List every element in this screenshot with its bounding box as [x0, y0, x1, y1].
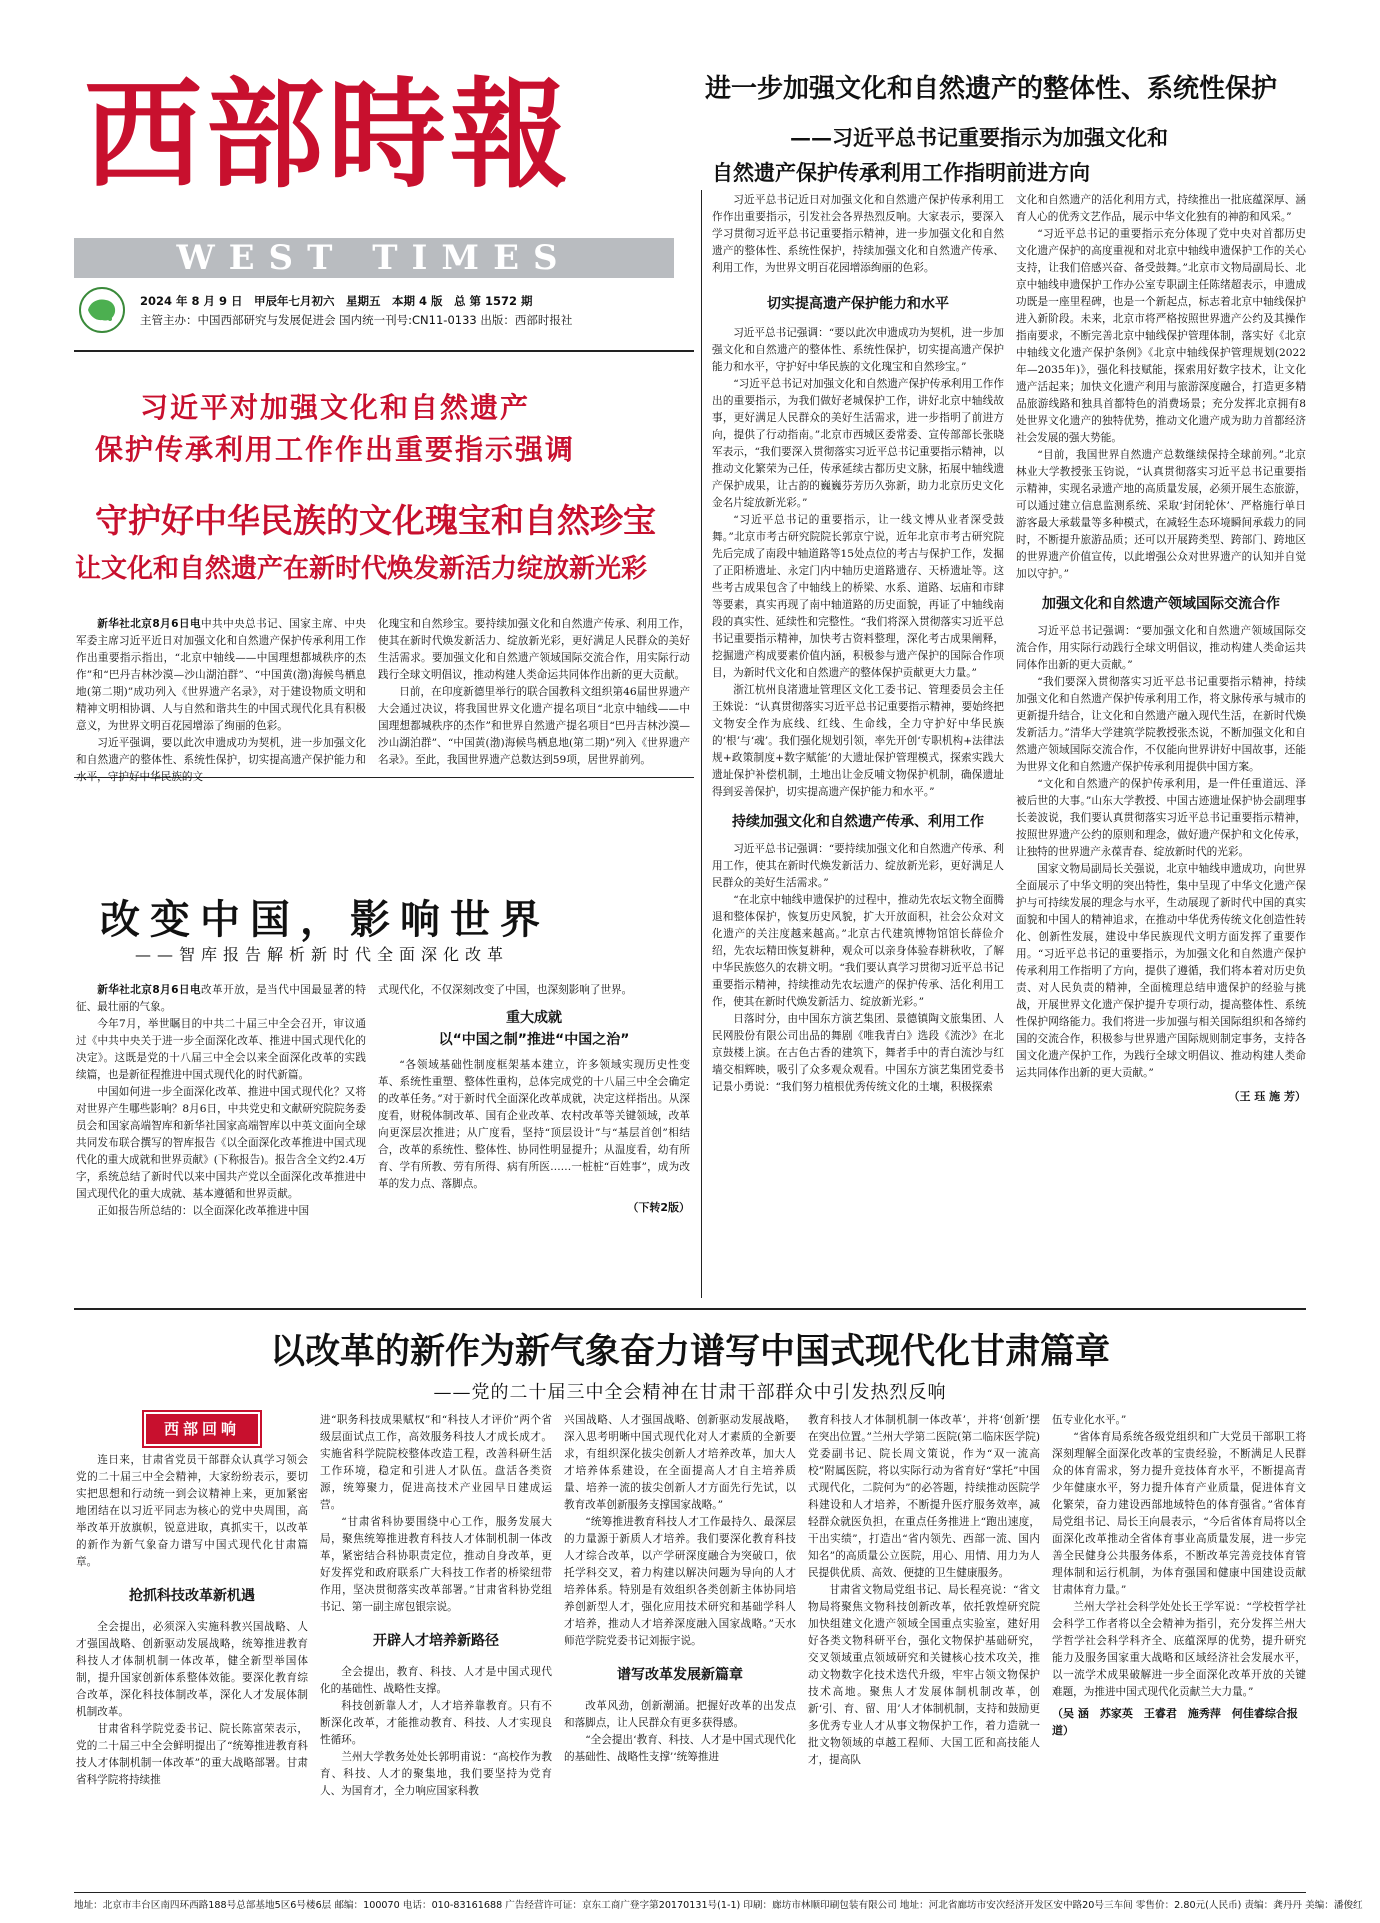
gansu-col-2: 进“职务科技成果赋权”和“科技人才评价”两个省级层面试点工作，高效服务科技人才成长成才。实施省科学院院校整体改造工程，改善科研生活工作环境，稳定和引进人才队伍。盘活各类资源，统筹聚力，促进高技术产业园早日建成运营。 “甘肃省科协要围绕中心工作，服务发展大局，聚焦统筹推进教育科技人才体制机制一体改革，紧密结合科协职责定位，推动自身改革，更好发挥党和政府联系广大科技工作者的桥梁纽带作用，坚决贯彻落实改革部署。”甘肃省科协党组书记、第一副主席包银宗说。 开辟人才培养新路径 全会提出，教育、科技、人才是中国式现代化的基础性、战略性支撑。 科技创新靠人才，人才培养靠教育。只有不断深化改革，才能推动教育、科技、人才实现良性循环。 兰州大学教务处处长郭明甫说：“高校作为教育、科技、人才的聚集地，我们要坚持为党育人、为国育才，全力响应国家科教	[320, 1414, 552, 1797]
masthead-date-line: 2024 年 8 月 9 日 甲辰年七月初六 星期五 本期 4 版 总 第 1572 期	[140, 294, 533, 308]
rule-col-divider	[701, 190, 702, 1298]
gansu-byline: （吴 涵 苏家英 王睿君 施秀萍 何佳睿综合报道）	[1052, 1707, 1298, 1737]
right-section-heading-1: 切实提高遗产保护能力和水平	[767, 296, 949, 312]
gansu-col-1: 连日来，甘肃省党员干部群众认真学习领会党的二十届三中全会精神，大家纷纷表示，要切实把思想和行动统一到会议精神上来，更加紧密地团结在以习近平同志为核心的党中央周围，高举改革开放旗帜，锐意进取，真抓实干，以改革的新作为新气象奋力谱写中国式现代化甘肃篇章。 抢抓科技改革新机遇 全会提出，必须深入实施科教兴国战略、人才强国战略、创新驱动发展战略，统筹推进教育科技人才体制机制一体改革，健全新型举国体制，提升国家创新体系整体效能。要深化教育综合改革，深化科技体制改革，深化人才发展体制机制改革。 甘肃省科学院党委书记、院长陈富荣表示，党的二十届三中全会鲜明提出了“统筹推进教育科技人才体制机制一体改革”的重大战略部署。甘肃省科学院将持续推	[76, 1454, 308, 1786]
right-story-subhead-2: 自然遗产保护传承利用工作指明前进方向	[712, 160, 1090, 185]
lead-story-col-1: 新华社北京8月6日电中共中央总书记、国家主席、中央军委主席习近平近日对加强文化和自然遗产保护传承利用工作作出重要指示指出，“北京中轴线——中国理想都城秩序的杰作”和“巴丹吉林沙漠—沙山湖泊群”、“中国黄(渤)海候鸟栖息地(第二期)”成功列入《世界遗产名录》，对于建设物质文明和精神文明相协调、人与自然和谐共生的中国式现代化具有积极意义，为世界文明百花园增添了绚丽的色彩。 习近平强调，要以此次申遗成功为契机，进一步加强文化和自然遗产的整体性、系统性保护，切实提高遗产保护能力和水平，守护好中华民族的文	[76, 618, 366, 783]
masthead-title: 西部時報	[84, 65, 573, 204]
reform-continued-note: （下转2版）	[627, 1201, 690, 1214]
reform-col-1: 新华社北京8月6日电改革开放，是当代中国最显著的特征、最壮丽的气象。 今年7月，举世瞩目的中共二十届三中全会召开，审议通过《中共中央关于进一步全面深化改革、推进中国式现代化的决定》。这既是党的十八届三中全会以来全面深化改革的实践续篇，也是新征程推进中国式现代化的时代新篇。 中国如何进一步全面深化改革、推进中国式现代化？又将对世界产生哪些影响？8月6日，中共党史和文献研究院院务委员会和国家高端智库和新华社国家高端智库以中英文面向全球共同发布联合撰写的智库报告《以全面深化改革推进中国式现代化的重大成就和世界贡献》(下称报告)。报告含全文约2.4万字，系统总结了新时代以来中国共产党以全面深化改革推进中国式现代化的重大成就、基本遵循和世界贡献。 正如报告所总结的：以全面深化改革推进中国	[76, 984, 366, 1217]
lead-story-col-2: 化瑰宝和自然珍宝。要持续加强文化和自然遗产传承、利用工作，使其在新时代焕发新活力、绽放新光彩，更好满足人民群众的美好生活需求。要加强文化和自然遗产领域国际交流合作，用实际行动践行全球文明倡议，推动构建人类命运共同体作出新的更大贡献。 日前，在印度新德里举行的联合国教科文组织第46届世界遗产大会通过决议，将我国世界文化遗产提名项目“北京中轴线——中国理想都城秩序的杰作”和世界自然遗产提名项目“巴丹吉林沙漠—沙山湖泊群”、“中国黄(渤)海候鸟栖息地(第二期)”列入《世界遗产名录》。至此，我国世界遗产总数达到59项，居世界前列。	[378, 618, 690, 766]
right-story-headline: 进一步加强文化和自然遗产的整体性、系统性保护	[705, 74, 1278, 104]
china-map-logo-icon	[78, 286, 126, 334]
lead-dateline: 新华社北京8月6日电	[97, 618, 202, 630]
gansu-col-3: 兴国战略、人才强国战略、创新驱动发展战略，深入思考明晰中国式现代化对人才素质的全新要求，有组织深化拔尖创新人才培养改革，加大人才培养体系建设，在全面提高人才自主培养质量、培养一流的拔尖创新人才方面先行先试，以教育改革创新服务支撑国家战略。” “统筹推进教育科技人才工作最持久、最深层的力量源于新质人才培养。我们要深化教育科技人才综合改革，以产学研深度融合为突破口，依托学科交叉，着力构建以解决问题为导向的人才培养体系。特别是有效组织各类创新主体协同培养创新型人才，强化应用技术研究和基础学科人才培养，推动人才培养深度融入国家战略。”天水师范学院党委书记刘振宇说。 谱写改革发展新篇章 改革风劲，创新潮涌。把握好改革的出发点和落脚点，让人民群众有更多获得感。 “全会提出‘教育、科技、人才是中国式现代化的基础性、战略性支撑’‘统筹推进	[564, 1414, 796, 1763]
right-section-heading-2: 持续加强文化和自然遗产传承、利用工作	[732, 814, 984, 830]
lead-headline-1: 守护好中华民族的文化瑰宝和自然珍宝	[95, 501, 656, 540]
rule-footer	[74, 1892, 1306, 1893]
lead-kicker-1: 习近平对加强文化和自然遗产	[140, 391, 531, 424]
right-story-subhead-1: ——习近平总书记重要指示为加强文化和	[790, 125, 1168, 150]
reform-section-heading-2: 以“中国之制”推进“中国之治”	[438, 1032, 630, 1048]
right-section-heading-3: 加强文化和自然遗产领域国际交流合作	[1042, 596, 1280, 612]
reform-headline: 改变中国，影响世界	[100, 896, 550, 943]
reform-col-2: 式现代化，不仅深刻改变了中国，也深刻影响了世界。 重大成就 以“中国之制”推进“中国之治” “各领域基础性制度框架基本建立，许多领域实现历史性变革、系统性重塑、整体性重构，总体完成党的十八届三中全会确定的改革任务。”对于新时代全面深化改革成就，决定这样指出。从深度看，财税体制改革、国有企业改革、农村改革等关键领域，改革向更深层次推进；从广度看，坚持“顶层设计”与“基层首创”相结合，改革的系统性、整体性、协同性明显提升；从温度看，幼有所育、学有所教、劳有所得、病有所医……一桩桩“百姓事”，成为改革的发力点、落脚点。 （下转2版）	[378, 984, 690, 1214]
right-story-col-1: 习近平总书记近日对加强文化和自然遗产保护传承利用工作作出重要指示，引发社会各界热烈反响。大家表示，要深入学习贯彻习近平总书记重要指示精神，进一步加强文化和自然遗产的整体性、系统性保护，持续加强文化和自然遗产传承、利用工作，为世界文明百花园增添绚丽的色彩。 切实提高遗产保护能力和水平 习近平总书记强调：“要以此次申遗成功为契机，进一步加强文化和自然遗产的整体性、系统性保护，切实提高遗产保护能力和水平，守护好中华民族的文化瑰宝和自然珍宝。” “习近平总书记对加强文化和自然遗产保护传承利用工作作出的重要指示，为我们做好老城保护工作，讲好北京中轴线故事，更好满足人民群众的美好生活需求，进一步指明了前进方向，提供了行动指南。”北京市西城区委常委、宣传部部长张晓军表示，“我们要深入贯彻落实习近平总书记重要指示精神，以推动文化繁荣为己任，传承延续古都历史文脉，拓展中轴线遗产保护成果，让古韵的巍巍芬芳历久弥新，助力北京历史文化金名片绽放新光彩。” “习近平总书记的重要指示，让一线文博从业者深受鼓舞。”北京市考古研究院院长郭京宁说，近年北京市考古研究院先后完成了南段中轴道路等15处点位的考古与保护工作，发掘了正阳桥遗址、永定门内中轴历史道路遗存、天桥遗址等。这些考古成果包含了中轴线上的桥梁、水系、道路、坛庙和市肆等要素，真实再现了南中轴道路的历史面貌，再证了中轴线南段的真实性、延续性和完整性。“我们将深入贯彻落实习近平总书记重要指示精神，加快考古资料整理，深化考古成果阐释，挖掘遗产构成要素价值内涵，积极参与遗产保护的国际合作项目，为新时代文化和自然遗产的整体保护贡献更大力量。” 浙江杭州良渚遗址管理区文化工委书记、管理委员会主任王姝说：“认真贯彻落实习近平总书记重要指示精神，要始终把文物安全作为底线、红线、生命线，全力守护好中华民族的‘根’与‘魂’。我们强化规划引领，率先开创‘专职机构+法律法规+政策制度+数字赋能’的大遗址保护管理模式，探索实践大遗址保护补偿机制，土地出让金反哺文物保护机制，确保遗址得到妥善保护，切实提高遗产保护能力和水平。” 持续加强文化和自然遗产传承、利用工作 习近平总书记强调：“要持续加强文化和自然遗产传承、利用工作，使其在新时代焕发新活力、绽放新光彩，更好满足人民群众的美好生活需求。” “在北京中轴线申遗保护的过程中，推动先农坛文物全面腾退和整体保护，恢复历史风貌，扩大开放面积，社会公众对文化遗产的关注度越来越高。”北京古代建筑博物馆馆长薛俭介绍，先农坛精田恢复耕种，观众可以亲身体验春耕秋收，了解中华民族悠久的农耕文明。“我们要认真学习贯彻习近平总书记重要指示精神，持续推动先农坛遗产的保护传承、活化利用工作，使其在新时代焕发新活力、绽放新光彩。” 日落时分，由中国东方演艺集团、景德镇陶文旅集团、人民网股份有限公司出品的舞剧《唯我青白》选段《流沙》在北京鼓楼上演。在古色古香的建筑下，舞者手中的青白流沙与红墙交相辉映，吸引了众多观众观看。中国东方演艺集团党委书记景小勇说：“我们努力植根优秀传统文化的土壤，积极探索	[712, 194, 1004, 1093]
column-tag-west-echo: 西部回响	[144, 1412, 260, 1446]
rule-top-left	[74, 350, 694, 352]
reform-dateline: 新华社北京8月6日电	[97, 984, 202, 996]
gansu-headline: 以改革的新作为新气象奋力谱写中国式现代化甘肃篇章	[269, 1331, 1110, 1372]
rule-mid	[74, 1308, 1306, 1310]
footer-imprint: 地址：北京市丰台区南四环西路188号总部基地5区6号楼6层 邮编：100070 电话：010-83161688 广告经营许可证：京东工商广登字第20170131号(1-1) 印刷：廊坊市林顺印刷包装有限公司 地址：河北省廊坊市安次经济开发区安中路20号三车间 零售价：2.80元(人民币) 责编：龚丹丹 美编：潘俊红	[74, 1900, 1363, 1911]
gansu-section-heading-2: 开辟人才培养新路径	[373, 1633, 499, 1649]
lead-kicker-2: 保护传承利用工作作出重要指示强调	[95, 433, 576, 466]
right-story-byline: （王 珏 施 芳）	[1228, 1090, 1306, 1103]
gansu-col-5: 伍专业化水平。” “省体育局系统各级党组织和广大党员干部职工将深刻理解全面深化改革的宝贵经验，不断满足人民群众的体育需求，努力提升竞技体育水平，不断提高青少年健康水平，努力提升体育产业质量，促进体育文化繁荣，奋力建设西部地域特色的体育强省。”省体育局党组书记、局长王向晨表示，“今后省体育局将以全面深化改革推动全省体育事业高质量发展，进一步完善全民健身公共服务体系，不断改革完善竞技体育管理体制和运行机制，为体育强国和健康中国建设贡献甘肃体育力量。” 兰州大学社会科学处处长王学军说：“学校哲学社会科学工作者将以全会精神为指引，充分发挥兰州大学哲学社会科学科齐全、底蕴深厚的优势，提升研究能力及服务国家重大战略和区域经济社会发展水平，以一流学术成果破解进一步全面深化改革开放的关键难题，为推进中国式现代化贡献兰大力量。” （吴 涵 苏家英 王睿君 施秀萍 何佳睿综合报道）	[1052, 1414, 1306, 1737]
reform-section-heading-1: 重大成就	[506, 1010, 562, 1026]
masthead-english: WEST TIMES	[74, 238, 674, 278]
right-story-col-2: 文化和自然遗产的活化利用方式，持续推出一批底蕴深厚、涵育人心的优秀文艺作品，展示中华文化独有的神韵和风采。” “习近平总书记的重要指示充分体现了党中央对首都历史文化遗产保护的高度重视和对北京中轴线申遗保护工作的关心支持，让我们倍感兴奋、备受鼓舞。”北京市文物局副局长、北京中轴线申遗保护工作办公室专职副主任陈绪超表示，申遗成功既是一座里程碑，也是一个新起点，标志着北京中轴线保护进入新阶段。未来，北京市将严格按照世界遗产公约及其操作指南要求，不断完善北京中轴线保护管理体制，落实好《北京中轴线文化遗产保护条例》《北京中轴线保护管理规划(2022年—2035年)》，强化科技赋能，探索用好数字技术，让文化遗产活起来；加快文化遗产利用与旅游深度融合，打造更多精品旅游线路和独具首都特色的消费场景；充分发挥北京拥有8处世界文化遗产的独特优势，推动文化遗产成为助力首都经济社会发展的强大势能。 “目前，我国世界自然遗产总数继续保持全球前列。”北京林业大学教授张玉钧说，“认真贯彻落实习近平总书记重要指示精神，实现名录遗产地的高质量发展，必须开展生态旅游，可以通过建立信息监测系统、采取‘封闭轮休’、严格施行单日游客最大承载量等多种模式，在减轻生态环境瞬间承载力的同时，不断提升旅游品质；还可以开展跨类型、跨部门、跨地区的世界遗产价值宣传，以此增强公众对世界遗产的认知并自觉加以守护。” 加强文化和自然遗产领域国际交流合作 习近平总书记强调：“要加强文化和自然遗产领域国际交流合作，用实际行动践行全球文明倡议，推动构建人类命运共同体作出新的更大贡献。” “我们要深入贯彻落实习近平总书记重要指示精神，持续加强文化和自然遗产保护传承利用工作，将文脉传承与城市的更新提升结合，让文化和自然遗产融入现代生活，在新时代焕发新活力。”清华大学建筑学院教授张杰说，不断加强文化和自然遗产领域国际交流合作，不仅能向世界讲好中国故事，还能为世界文化和自然遗产保护传承利用提供中国方案。 “文化和自然遗产的保护传承利用，是一件任重道远、泽被后世的大事。”山东大学教授、中国古迹遗址保护协会副理事长姜波说，我们要认真贯彻落实习近平总书记重要指示精神，按照世界遗产公约的原则和理念，做好遗产保护和文化传承，让独特的世界遗产永葆青春、绽放新时代的光彩。 国家文物局副局长关强说，北京中轴线申遗成功，向世界全面展示了中华文明的突出特性，集中呈现了中华文化遗产保护与可持续发展的理念与水平，生动展现了新时代中国的真实面貌和中国人的精神追求，在推动中华优秀传统文化创造性转化、创新性发展，建设中华民族现代文明方面发挥了重要作用。“习近平总书记的重要指示，为加强文化和自然遗产保护传承利用工作指明了方向，提供了遵循，我们将本着对历史负责、对人民负责的精神，全面梳理总结申遗保护的经验与挑战，开展世界文化遗产保护提升专项行动，提高整体性、系统性保护网络能力。我们将进一步加强与相关国际组织和各缔约国的交流合作，积极参与世界遗产国际规则制定事务，支持各国文化遗产保护工作，为践行全球文明倡议、推动构建人类命运共同体作出新的更大贡献。” （王 珏 施 芳）	[1016, 194, 1306, 1103]
gansu-subhead: ——党的二十届三中全会精神在甘肃干部群众中引发热烈反响	[433, 1382, 947, 1403]
lead-headline-2: 让文化和自然遗产在新时代焕发新活力绽放新光彩	[75, 554, 648, 584]
gansu-section-heading-1: 抢抓科技改革新机遇	[129, 1588, 255, 1604]
gansu-section-heading-3: 谱写改革发展新篇章	[617, 1667, 743, 1683]
gansu-col-4: 教育科技人才体制机制一体改革’，并将‘创新’摆在突出位置。”兰州大学第二医院(第二临床医学院)党委副书记、院长周文策说，作为“双一流高校”附属医院，将以实际行动为省育好“掌托”中国式现代化，二院何为”的必答题，持续推动医院学科建设和人才培养，不断提升医疗服务效率，减轻群众就医负担，在重点任务推进上“跑出速度，干出实绩”，打造出“省内领先、西部一流、国内知名”的高质量公立医院，用心、用情、用力为人民提供优质、高效、便捷的卫生健康服务。 甘肃省文物局党组书记、局长程亮说：“省文物局将聚焦文物科技创新改革，依托敦煌研究院加快组建文化遗产领域全国重点实验室，建好用好各类文物科研平台，强化文物保护基础研究，交叉领域重点领域研究和关键核心技术攻关，推动文物数字化技术迭代升级，牢牢占领文物保护技术高地。聚焦人才发展体制机制改革，创新‘引、育、留、用’人才体制机制，支持和鼓励更多优秀专业人才从事文物保护工作，着力造就一批文物领域的卓越工程师、大国工匠和高技能人才，提高队	[808, 1414, 1040, 1766]
masthead-sponsor-line: 主管主办：中国西部研究与发展促进会 国内统一刊号:CN11-0133 出版：西部时报社	[140, 313, 573, 327]
reform-subhead: ——智库报告解析新时代全面深化改革	[135, 945, 510, 964]
